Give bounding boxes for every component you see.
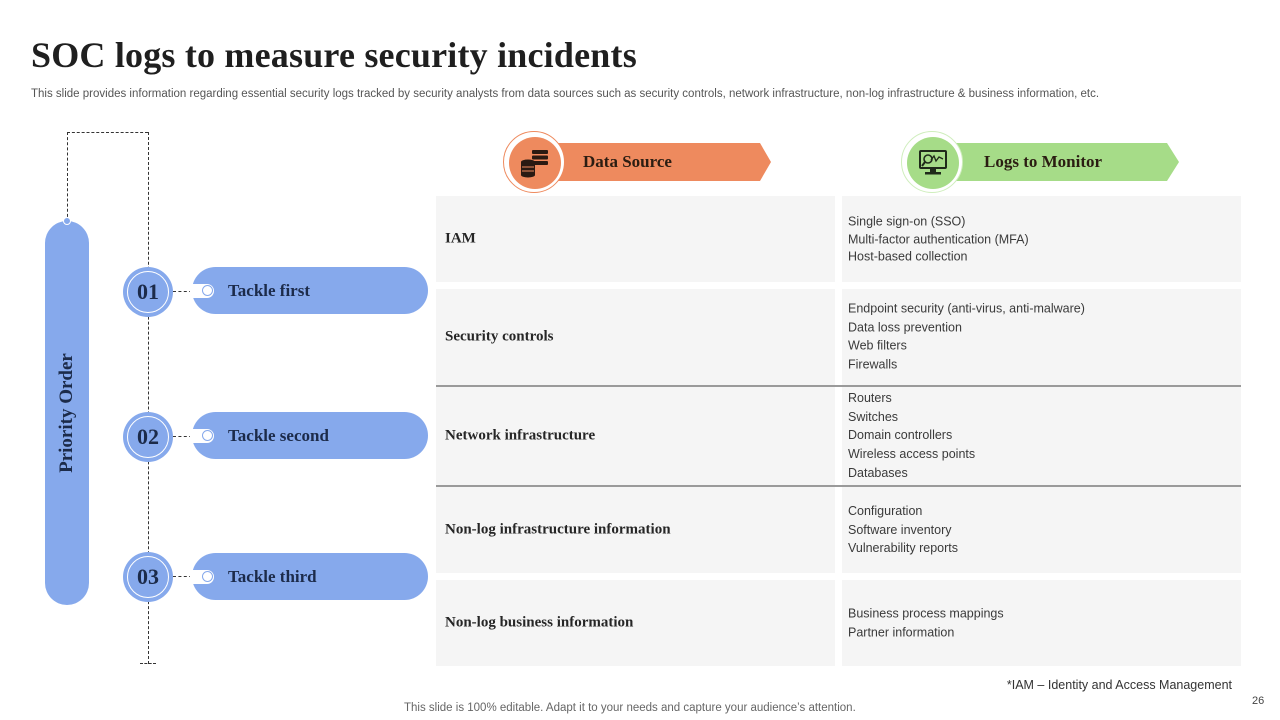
step-pill-tackle-third bbox=[192, 553, 428, 600]
data-source-cell bbox=[436, 580, 835, 666]
log-item: Multi-factor authentication (MFA) bbox=[848, 232, 1029, 246]
log-item: Configuration bbox=[848, 503, 923, 518]
data-source-label: IAM bbox=[445, 230, 476, 247]
footer-note: This slide is 100% editable. Adapt it to your needs and capture your audience’s attention. bbox=[404, 702, 856, 714]
log-item: Host-based collection bbox=[848, 249, 968, 263]
slide-subtitle: This slide provides information regarding essential security logs tracked by security analysts from data sources such as security controls, network infrastructure, non-log infrastructure & business information, etc. bbox=[31, 88, 1100, 100]
logs-list bbox=[848, 300, 1085, 375]
header-logs-to-monitor bbox=[901, 143, 1181, 181]
logs-cell bbox=[842, 580, 1241, 666]
connector-line-end bbox=[140, 663, 156, 664]
logs-list bbox=[848, 212, 1029, 265]
connector-ring bbox=[202, 430, 213, 441]
header-label: Data Source bbox=[583, 152, 672, 171]
step-label: Tackle third bbox=[228, 567, 317, 586]
database-stack-icon bbox=[509, 137, 561, 189]
data-source-label: Non-log business information bbox=[445, 614, 634, 631]
log-item: Domain controllers bbox=[848, 428, 953, 443]
log-item: Software inventory bbox=[848, 522, 952, 537]
log-item: Business process mappings bbox=[848, 606, 1004, 621]
log-item: Wireless access points bbox=[848, 447, 976, 462]
page-number: 26 bbox=[1252, 695, 1265, 707]
log-item: Vulnerability reports bbox=[848, 541, 959, 556]
connector-ring bbox=[202, 571, 213, 582]
log-item: Endpoint security (anti-virus, anti-malware) bbox=[848, 301, 1085, 316]
step-label: Tackle first bbox=[228, 281, 311, 300]
connector-line bbox=[67, 132, 68, 222]
step-pill-tackle-second bbox=[192, 412, 428, 459]
log-item: Databases bbox=[848, 466, 908, 481]
monitor-analytics-icon bbox=[907, 137, 959, 189]
data-source-cell bbox=[436, 196, 835, 282]
logs-cell bbox=[842, 387, 1241, 485]
header-label: Logs to Monitor bbox=[984, 152, 1103, 171]
log-item: Data loss prevention bbox=[848, 320, 962, 335]
step-number: 03 bbox=[137, 564, 159, 589]
log-item: Switches bbox=[848, 409, 899, 424]
data-source-cell bbox=[436, 387, 835, 485]
footnote: *IAM – Identity and Access Management bbox=[1006, 678, 1232, 692]
step-number-badge bbox=[123, 267, 173, 317]
log-item: Web filters bbox=[848, 339, 907, 353]
header-data-source bbox=[503, 143, 773, 181]
step-number-badge bbox=[123, 552, 173, 602]
logs-list bbox=[848, 389, 975, 483]
step-number-badge bbox=[123, 412, 173, 462]
logs-list bbox=[848, 604, 1004, 641]
logs-cell bbox=[842, 289, 1241, 385]
data-source-label: Network infrastructure bbox=[445, 427, 596, 444]
data-source-cell bbox=[436, 487, 835, 573]
logs-cell bbox=[842, 196, 1241, 282]
slide-title: SOC logs to measure security incidents bbox=[31, 35, 637, 75]
data-source-label: Non-log infrastructure information bbox=[445, 521, 671, 538]
step-number: 01 bbox=[137, 279, 159, 304]
priority-order-label: Priority Order bbox=[56, 353, 77, 473]
step-number: 02 bbox=[137, 424, 159, 449]
log-item: Single sign-on (SSO) bbox=[848, 214, 966, 229]
data-source-label: Security controls bbox=[445, 328, 554, 345]
log-item: Routers bbox=[848, 391, 892, 406]
step-label: Tackle second bbox=[228, 426, 329, 445]
data-source-cell bbox=[436, 289, 835, 385]
connector-line bbox=[67, 132, 148, 133]
logs-cell bbox=[842, 487, 1241, 573]
log-item: Firewalls bbox=[848, 357, 898, 372]
connector-dot bbox=[63, 217, 71, 225]
log-item: Partner information bbox=[848, 625, 955, 639]
step-pill-tackle-first bbox=[192, 267, 428, 314]
connector-ring bbox=[202, 285, 213, 296]
logs-list bbox=[848, 502, 958, 558]
